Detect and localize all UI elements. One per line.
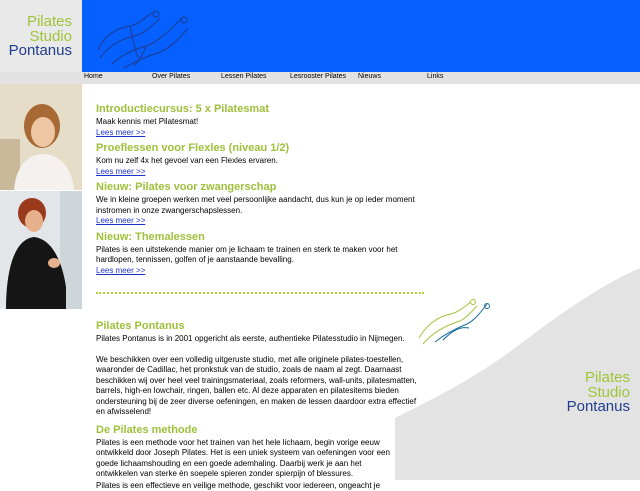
logo-line-2: Studio xyxy=(29,29,72,45)
header-banner xyxy=(82,0,640,72)
news-list xyxy=(96,103,426,280)
read-more-link[interactable]: Lees meer >> xyxy=(96,128,426,139)
logo-line-1: Pilates xyxy=(27,14,72,30)
news-title: Proeflessen voor Flexles (niveau 1/2) xyxy=(96,142,426,155)
section-title-about: Pilates Pontanus xyxy=(96,320,426,333)
dotted-divider xyxy=(96,292,424,294)
news-text: Pilates is een uitstekende manier om je lichaam te trainen en sterk te maken voor het hardlopen, tennissen, golfen of je aanstaande bevalling. xyxy=(96,245,426,266)
logo[interactable] xyxy=(0,0,82,72)
about-paragraph-2: We beschikken over een volledig uitgeruste studio, met alle originele pilates-toestellen, waaronder de Cadillac, het pronkstuk van de studio, zoals de naam al zegt. Daarnaast beschikken wij over heel veel trainingsmateriaal, zoals reformers, wall-units, pilatesmatten, barrels, high-en lowchair, ringen, ballen etc. Al deze apparaten en pilatesitems bieden ondersteuning bij de zeer diverse oefeningen, en maken de lessen daardoor extra effectief en afwisselend! xyxy=(96,355,422,418)
nav-lesrooster-pilates[interactable]: Lesrooster Pilates xyxy=(290,73,346,80)
news-text: We in kleine groepen werken met veel persoonlijke aandacht, dus kun je op ieder moment instromen in onze zwangerschapslessen. xyxy=(96,195,426,216)
nav-lessen-pilates[interactable]: Lessen Pilates xyxy=(221,73,267,80)
main-content xyxy=(96,320,426,491)
read-more-link[interactable]: Lees meer >> xyxy=(96,216,426,227)
method-paragraph-2: Pilates is een effectieve en veilige methode, geschikt voor iedereen, ongeacht je xyxy=(96,481,396,491)
nav-links[interactable]: Links xyxy=(427,73,443,80)
footer-logo-line-3: Pontanus xyxy=(567,399,630,415)
news-text: Maak kennis met Pilatesmat! xyxy=(96,117,426,128)
read-more-link[interactable]: Lees meer >> xyxy=(96,167,426,178)
news-item xyxy=(96,142,426,177)
news-item xyxy=(96,181,426,227)
news-title: Nieuw: Pilates voor zwangerschap xyxy=(96,181,426,194)
nav-over-pilates[interactable]: Over Pilates xyxy=(152,73,190,80)
news-item xyxy=(96,103,426,138)
instructor-photo-1 xyxy=(0,84,82,190)
news-item xyxy=(96,231,426,277)
method-paragraph-1: Pilates is een methode voor het trainen van het hele lichaam, begin vorige eeuw ontwikkeld door Joseph Pilates. Het is een uniek systeem van oefeningen voor een goede lichaamshouding en een goede ademhaling. Daarbij werk je aan het ontwikkelen van sterke èn soepele spieren zonder spierpijn of blessures. xyxy=(96,438,396,480)
instructor-photo-2 xyxy=(0,191,82,309)
main-nav xyxy=(0,72,640,84)
news-title: Introductiecursus: 5 x Pilatesmat xyxy=(96,103,426,116)
news-text: Kom nu zelf 4x het gevoel van een Flexles ervaren. xyxy=(96,156,426,167)
pilates-figure-illustration xyxy=(94,6,194,70)
logo-line-3: Pontanus xyxy=(9,43,72,59)
nav-home[interactable]: Home xyxy=(84,73,103,80)
section-title-method: De Pilates methode xyxy=(96,424,426,437)
read-more-link[interactable]: Lees meer >> xyxy=(96,266,426,277)
about-paragraph-1: Pilates Pontanus is in 2001 opgericht als eerste, authentieke Pilatesstudio in Nijmegen. xyxy=(96,334,426,345)
news-title: Nieuw: Themalessen xyxy=(96,231,426,244)
footer-logo-line-1: Pilates xyxy=(585,370,630,386)
footer-logo-line-2: Studio xyxy=(587,385,630,401)
nav-nieuws[interactable]: Nieuws xyxy=(358,73,381,80)
